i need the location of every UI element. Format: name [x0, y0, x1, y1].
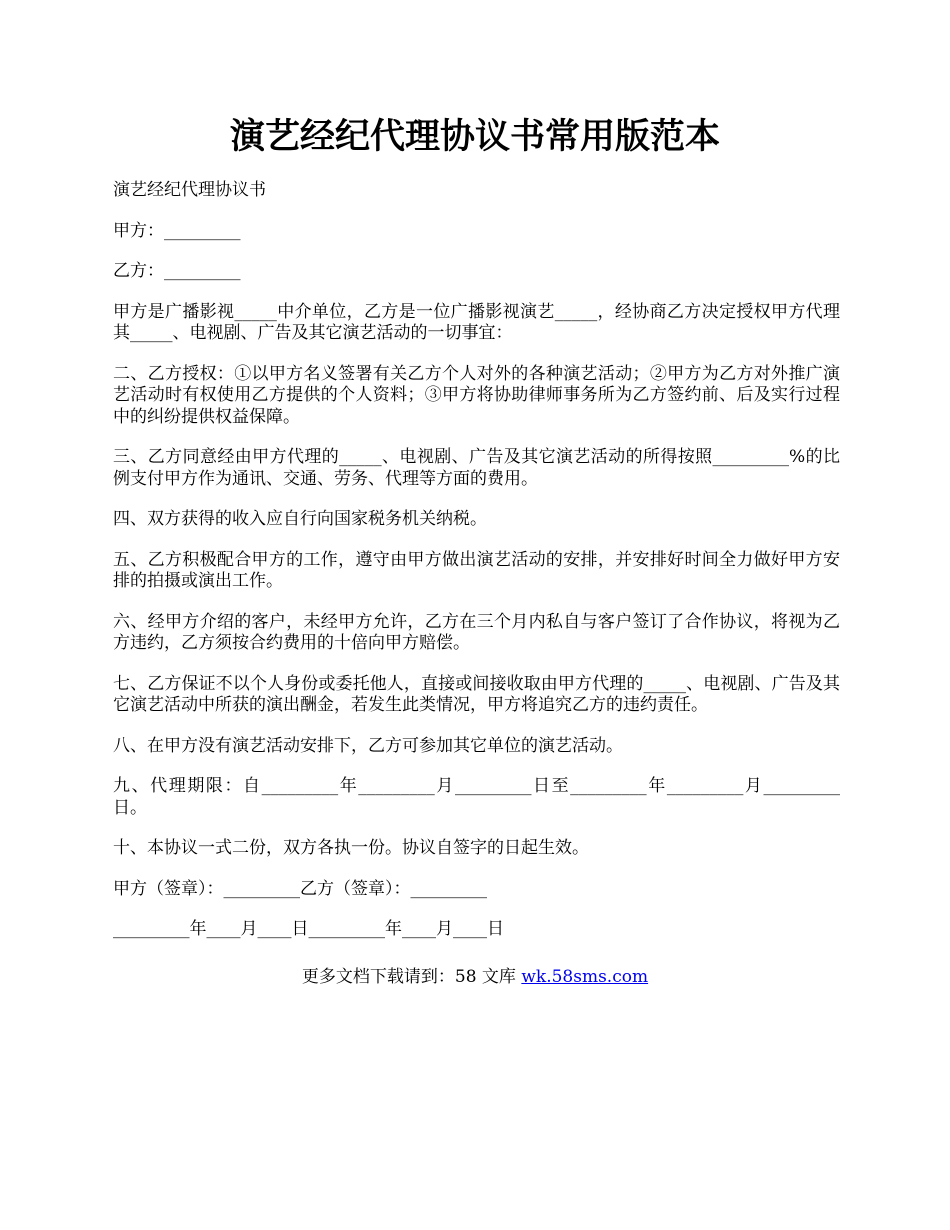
clause-10: 十、本协议一式二份，双方各执一份。协议自签字的日起生效。 — [113, 838, 589, 858]
clause-9: 九、代理期限：自_________年_________月_________日至_________年_________月_________日。 — [113, 776, 840, 818]
clause-6: 六、经甲方介绍的客户，未经甲方允许，乙方在三个月内私自与客户签订了合作协议，将视为乙方违约，乙方须按合约费用的十倍向甲方赔偿。 — [113, 611, 840, 653]
clause-intro: 甲方是广播影视_____中介单位，乙方是一位广播影视演艺_____，经协商乙方决定授权甲方代理其_____、电视剧、广告及其它演艺活动的一切事宜： — [113, 301, 840, 343]
footer — [0, 966, 950, 988]
doc-subtitle: 演艺经纪代理协议书 — [113, 180, 266, 200]
document-body — [113, 180, 840, 960]
footer-text: 更多文档下载请到：58 文库 — [301, 967, 522, 987]
clause-5: 五、乙方积极配合甲方的工作，遵守由甲方做出演艺活动的安排，并安排好时间全力做好甲方安排的拍摄或演出工作。 — [113, 549, 840, 591]
clause-4: 四、双方获得的收入应自行向国家税务机关纳税。 — [113, 509, 487, 529]
document-title: 演艺经纪代理协议书常用版范本 — [229, 116, 720, 157]
clause-8: 八、在甲方没有演艺活动安排下，乙方可参加其它单位的演艺活动。 — [113, 735, 623, 756]
clause-2: 二、乙方授权：①以甲方名义签署有关乙方个人对外的各种演艺活动；②甲方为乙方对外推广演艺活动时有权使用乙方提供的个人资料；③甲方将协助律师事务所为乙方签约前、后及实行过程中的纠纷提供权益保障。 — [113, 363, 840, 427]
date-line: _________年____月____日_________年____月____日 — [113, 919, 504, 939]
footer-link[interactable]: wk.58sms.com — [521, 967, 649, 987]
clause-7: 七、乙方保证不以个人身份或委托他人，直接或间接收取由甲方代理的_____、电视剧、广告及其它演艺活动中所获的演出酬金，若发生此类情况，甲方将追究乙方的违约责任。 — [113, 673, 840, 715]
party-b-line: 乙方：_________ — [113, 261, 241, 281]
clause-3: 三、乙方同意经由甲方代理的_____、电视剧、广告及其它演艺活动的所得按照_________%的比例支付甲方作为通讯、交通、劳务、代理等方面的费用。 — [113, 447, 840, 489]
signature-line: 甲方（签章）：_________乙方（签章）：_________ — [113, 878, 487, 899]
party-a-line: 甲方：_________ — [113, 220, 241, 241]
